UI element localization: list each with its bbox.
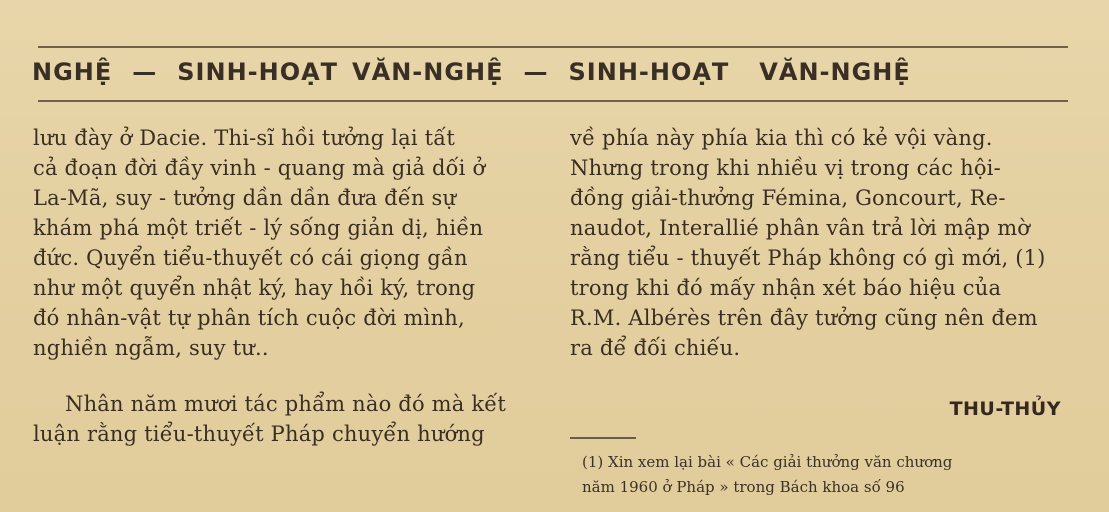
text-line: rằng tiểu - thuyết Pháp không có gì mới, (1): [570, 246, 1046, 270]
header-segment-3: VĂN-NGHỆ: [352, 58, 504, 86]
text-line: R.M. Albérès trên đây tưởng cũng nên đem: [570, 306, 1038, 330]
left-column: [33, 123, 533, 449]
header-dash-2: —: [523, 58, 549, 86]
text-line: Nhân năm mươi tác phẩm nào đó mà kết: [65, 392, 507, 416]
header-segment-4: SINH-HOẠT: [568, 58, 730, 86]
text-line: đó nhân-vật tự phân tích cuộc đời mình,: [33, 306, 465, 330]
header-underline-rule: [38, 100, 1068, 102]
header-segment-1: NGHỆ: [32, 58, 113, 86]
text-line: luận rằng tiểu-thuyết Pháp chuyển hướng: [33, 422, 485, 446]
running-header: [32, 56, 1082, 88]
text-line: lưu đày ở Dacie. Thi-sĩ hồi tưởng lại tất: [33, 126, 455, 150]
text-line: cả đoạn đời đầy vinh - quang mà giả dối ở: [33, 156, 486, 180]
right-paragraph: [570, 123, 1075, 363]
top-rule: [38, 46, 1068, 48]
text-line: naudot, Interallié phân vân trả lời mập mờ: [570, 216, 1031, 240]
text-line: về phía này phía kia thì có kẻ vội vàng.: [570, 126, 993, 150]
footnote-line: năm 1960 ở Pháp » trong Bách khoa số 96: [582, 478, 905, 496]
text-line: Nhưng trong khi nhiều vị trong các hội-: [570, 156, 1001, 180]
header-segment-2: SINH-HOẠT: [177, 58, 339, 86]
footnote-rule: [570, 437, 636, 439]
left-paragraph-2: [33, 389, 533, 449]
text-line: trong khi đó mấy nhận xét báo hiệu của: [570, 276, 1002, 300]
text-line: ra để đối chiếu.: [570, 336, 741, 360]
left-paragraph-1: [33, 123, 533, 363]
header-segment-5: VĂN-NGHỆ: [759, 58, 911, 86]
text-line: như một quyển nhật ký, hay hồi ký, trong: [33, 276, 476, 300]
text-line: khám phá một triết - lý sống giản dị, hiền: [33, 216, 484, 240]
footnote: [582, 450, 1082, 500]
text-line: đồng giải-thưởng Fémina, Goncourt, Re-: [570, 186, 1006, 210]
right-column: [570, 123, 1075, 363]
text-line: nghiền ngẫm, suy tư..: [33, 336, 269, 360]
author-signature: THU-THỦY: [949, 398, 1061, 420]
text-line: đức. Quyển tiểu-thuyết có cái giọng gần: [33, 246, 468, 270]
header-dash-1: —: [132, 58, 158, 86]
footnote-line: (1) Xin xem lại bài « Các giải thưởng văn chương: [582, 453, 953, 471]
text-line: La-Mã, suy - tưởng dần dần đưa đến sự: [33, 186, 457, 210]
